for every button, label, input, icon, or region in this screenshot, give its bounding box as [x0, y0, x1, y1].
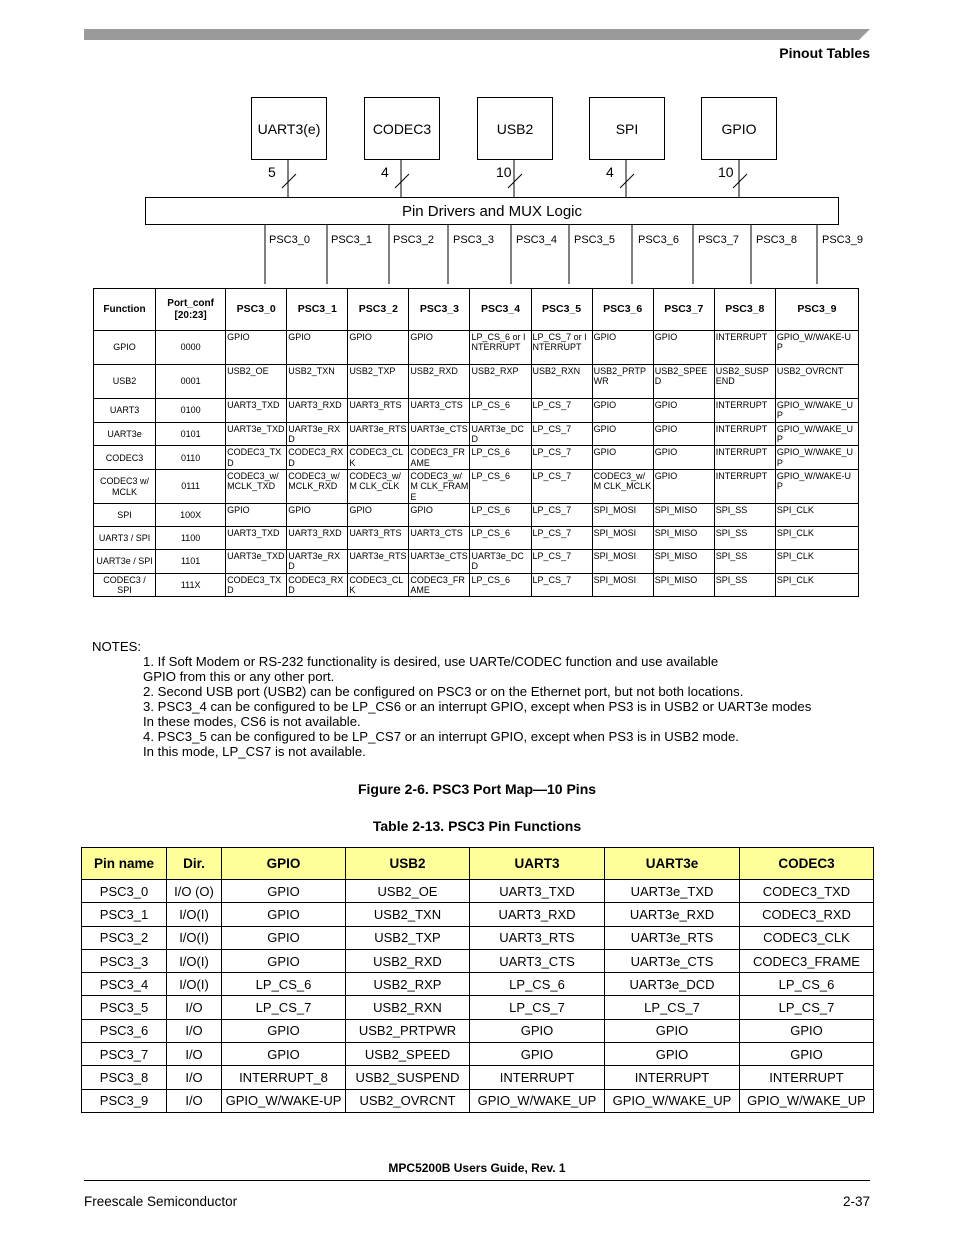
pin-table-cell: CODEC3_TXD — [740, 880, 874, 903]
port-map-cell: CODEC3 w/ MCLK — [94, 470, 156, 504]
port-map-cell: GPIO_W/WAKE-UP — [775, 470, 858, 504]
port-map-cell: CODEC3_RXD — [287, 573, 348, 597]
port-map-cell: CODEC3_TXD — [226, 573, 287, 597]
port-map-cell: CODEC3 / SPI — [94, 573, 156, 597]
footer-divider — [84, 1180, 870, 1181]
pin-table-cell: PSC3_6 — [82, 1019, 167, 1042]
pin-table-header-cell: USB2 — [346, 848, 470, 880]
pin-label: PSC3_0 — [269, 234, 310, 246]
pin-table-cell: CODEC3_CLK — [740, 926, 874, 949]
port-map-header-cell: PSC3_2 — [348, 289, 409, 331]
port-map-cell: UART3e_RTS — [348, 550, 409, 574]
port-map-cell: GPIO — [226, 331, 287, 365]
port-map-cell: GPIO — [226, 504, 287, 527]
port-map-cell: USB2_TXN — [287, 365, 348, 399]
pin-table-row — [82, 1089, 874, 1112]
port-map-cell: LP_CS_7 — [531, 399, 592, 423]
pin-functions-table — [81, 847, 874, 1113]
pin-table-cell: UART3e_DCD — [605, 973, 740, 996]
port-map-cell: 0111 — [156, 470, 226, 504]
pin-table-cell: GPIO — [740, 1019, 874, 1042]
port-map-header-cell: PSC3_9 — [775, 289, 858, 331]
pin-label: PSC3_8 — [756, 234, 797, 246]
port-map-cell: UART3_TXD — [226, 399, 287, 423]
pin-label: PSC3_2 — [393, 234, 434, 246]
port-map-cell: UART3_CTS — [409, 399, 470, 423]
block-usb2: USB2 — [477, 97, 553, 160]
pin-table-cell: I/O — [167, 996, 222, 1019]
port-map-cell: 1101 — [156, 550, 226, 574]
pin-table-cell: CODEC3_RXD — [740, 903, 874, 926]
pin-table-cell: GPIO — [740, 1043, 874, 1066]
port-map-cell: SPI — [94, 504, 156, 527]
port-map-cell: LP_CS_7 — [531, 504, 592, 527]
port-map-cell: 111X — [156, 573, 226, 597]
port-map-row — [94, 331, 859, 365]
pin-table-cell: UART3_RTS — [470, 926, 605, 949]
pin-label: PSC3_3 — [453, 234, 494, 246]
port-map-cell: SPI_MOSI — [592, 573, 653, 597]
pin-table-cell: USB2_OVRCNT — [346, 1089, 470, 1112]
port-map-cell: UART3e_RXD — [287, 550, 348, 574]
port-map-cell: GPIO — [348, 504, 409, 527]
pin-table-row — [82, 949, 874, 972]
pin-table-cell: INTERRUPT — [605, 1066, 740, 1089]
port-map-cell: GPIO — [409, 504, 470, 527]
port-map-cell: SPI_MISO — [653, 573, 714, 597]
pin-table-header-cell: UART3 — [470, 848, 605, 880]
port-map-header-cell: Port_conf [20:23] — [156, 289, 226, 331]
port-map-cell: UART3_TXD — [226, 527, 287, 550]
pin-label: PSC3_9 — [822, 234, 863, 246]
port-map-cell: GPIO — [592, 422, 653, 446]
pin-table-cell: UART3e_TXD — [605, 880, 740, 903]
port-map-cell: USB2_OVRCNT — [775, 365, 858, 399]
figure-notes — [92, 639, 811, 759]
pin-table-cell: PSC3_2 — [82, 926, 167, 949]
port-map-cell: 0101 — [156, 422, 226, 446]
port-map-cell: UART3_RXD — [287, 399, 348, 423]
port-map-cell: CODEC3_FRAME — [409, 573, 470, 597]
port-map-cell: USB2_RXN — [531, 365, 592, 399]
port-map-header-cell: PSC3_8 — [714, 289, 775, 331]
port-map-row — [94, 399, 859, 423]
footer-page-number: 2-37 — [842, 1194, 870, 1209]
pin-table-header-cell: UART3e — [605, 848, 740, 880]
port-map-cell: LP_CS_6 — [470, 527, 531, 550]
pin-table-cell: GPIO — [222, 1043, 346, 1066]
pin-table-row — [82, 1066, 874, 1089]
port-map-row — [94, 365, 859, 399]
port-map-cell: GPIO — [592, 446, 653, 470]
port-map-cell: GPIO — [653, 399, 714, 423]
pin-table-cell: GPIO — [222, 880, 346, 903]
port-map-cell: UART3e / SPI — [94, 550, 156, 574]
pin-table-cell: I/O — [167, 1043, 222, 1066]
port-map-cell: LP_CS_6 — [470, 470, 531, 504]
port-map-cell: GPIO — [653, 470, 714, 504]
pin-table-cell: USB2_SPEED — [346, 1043, 470, 1066]
port-map-cell: CODEC3_w/M CLK_FRAME — [410, 471, 469, 502]
pin-table-cell: PSC3_0 — [82, 880, 167, 903]
pin-table-cell: UART3e_RXD — [605, 903, 740, 926]
port-map-cell: 0110 — [156, 446, 226, 470]
port-map-cell: UART3e_TXD — [226, 422, 287, 446]
port-map-cell: GPIO_W/WAKE-UP — [775, 331, 858, 365]
port-map-cell: CODEC3_w/M CLK_CLK — [348, 470, 409, 504]
port-map-cell: 0001 — [156, 365, 226, 399]
pin-table-cell: GPIO — [222, 926, 346, 949]
pin-table-cell: I/O (O) — [167, 880, 222, 903]
pin-table-row — [82, 996, 874, 1019]
port-map-cell: CODEC3 — [94, 446, 156, 470]
pin-table-row — [82, 880, 874, 903]
port-map-header-cell: PSC3_4 — [470, 289, 531, 331]
pin-table-row — [82, 926, 874, 949]
port-map-cell: LP_CS_6 — [470, 399, 531, 423]
port-map-cell: UART3e_CTS — [409, 550, 470, 574]
note-line: In this mode, LP_CS7 is not available. — [143, 744, 366, 759]
pin-table-cell: LP_CS_7 — [740, 996, 874, 1019]
port-map-cell: SPI_SS — [714, 504, 775, 527]
port-map-cell: GPIO — [348, 331, 409, 365]
port-map-cell: GPIO — [653, 446, 714, 470]
pin-table-cell: PSC3_3 — [82, 949, 167, 972]
port-map-header-cell: PSC3_6 — [592, 289, 653, 331]
note-line: GPIO from this or any other port. — [143, 669, 335, 684]
port-map-cell: GPIO — [409, 331, 470, 365]
port-map-cell: UART3e_TXD — [226, 550, 287, 574]
port-map-cell: INTERRUPT — [714, 422, 775, 446]
pin-table-header-cell: Dir. — [167, 848, 222, 880]
pin-table-cell: UART3_RXD — [470, 903, 605, 926]
pin-table-cell: USB2_PRTPWR — [346, 1019, 470, 1042]
pin-table-cell: LP_CS_6 — [470, 973, 605, 996]
port-map-row — [94, 573, 859, 597]
port-map-cell: SPI_MISO — [653, 527, 714, 550]
port-map-cell: LP_CS_7 — [531, 573, 592, 597]
pin-table-cell: GPIO_W/WAKE_UP — [605, 1089, 740, 1112]
port-map-cell: GPIO_W/WAKE_UP — [775, 422, 858, 446]
port-map-cell: UART3 — [94, 399, 156, 423]
pin-table-cell: UART3_TXD — [470, 880, 605, 903]
port-map-cell: CODEC3_TXD — [226, 446, 287, 470]
pin-table-cell: I/O — [167, 1019, 222, 1042]
pin-table-cell: GPIO — [470, 1043, 605, 1066]
pin-table-cell: USB2_OE — [346, 880, 470, 903]
pin-table-cell: LP_CS_7 — [222, 996, 346, 1019]
port-map-cell: CODEC3_RXD — [287, 446, 348, 470]
footer-company: Freescale Semiconductor — [84, 1194, 238, 1209]
pin-table-cell: LP_CS_7 — [605, 996, 740, 1019]
pin-table-cell: LP_CS_7 — [470, 996, 605, 1019]
pin-table-row — [82, 973, 874, 996]
port-map-cell: CODEC3_w/M CLK_MCLK — [592, 470, 653, 504]
port-map-cell: CODEC3_FRAME — [409, 446, 470, 470]
pin-table-cell: PSC3_4 — [82, 973, 167, 996]
port-map-cell: INTERRUPT — [714, 331, 775, 365]
port-map-cell: USB2_RXD — [409, 365, 470, 399]
port-map-cell: SPI_MOSI — [592, 550, 653, 574]
pin-table-cell: GPIO — [605, 1043, 740, 1066]
pin-table-cell: GPIO_W/WAKE-UP — [222, 1089, 346, 1112]
port-map-cell: SPI_MOSI — [592, 527, 653, 550]
port-map-cell: 0100 — [156, 399, 226, 423]
port-map-row — [94, 446, 859, 470]
port-map-cell: UART3e_RTS — [348, 422, 409, 446]
pin-table-cell: GPIO_W/WAKE_UP — [470, 1089, 605, 1112]
port-map-cell: CODEC3_w/ MCLK_RXD — [287, 470, 348, 504]
port-map-row — [94, 470, 859, 504]
table-caption: Table 2-13. PSC3 Pin Functions — [372, 818, 582, 834]
block-codec3: CODEC3 — [364, 97, 440, 160]
footer-doc-title: MPC5200B Users Guide, Rev. 1 — [388, 1161, 566, 1175]
port-map-cell: UART3e_DCD — [470, 550, 531, 574]
port-map-cell: USB2_SPEED — [653, 365, 714, 399]
port-map-cell: SPI_MISO — [653, 550, 714, 574]
port-map-cell: GPIO — [653, 331, 714, 365]
port-map-cell: INTERRUPT — [714, 470, 775, 504]
pin-table-cell: INTERRUPT — [740, 1066, 874, 1089]
port-map-row — [94, 504, 859, 527]
pin-table-cell: GPIO — [470, 1019, 605, 1042]
port-map-cell: LP_CS_6 — [470, 446, 531, 470]
port-map-cell: GPIO_W/WAKE_UP — [775, 446, 858, 470]
port-map-cell: CODEC3_CLK — [348, 573, 409, 597]
port-map-cell: SPI_MOSI — [592, 504, 653, 527]
port-map-header-cell: PSC3_0 — [226, 289, 287, 331]
port-map-table — [93, 288, 859, 597]
pin-table-header-row — [82, 848, 874, 880]
port-map-cell: UART3e — [94, 422, 156, 446]
pin-table-cell: LP_CS_6 — [222, 973, 346, 996]
port-map-cell: LP_CS_6 or INTERRUPT — [470, 331, 531, 365]
port-map-cell: UART3 / SPI — [94, 527, 156, 550]
port-map-cell: 1100 — [156, 527, 226, 550]
port-map-cell: UART3_RXD — [287, 527, 348, 550]
port-map-cell: CODEC3_w/ MCLK_TXD — [226, 470, 287, 504]
pin-table-cell: CODEC3_FRAME — [740, 949, 874, 972]
port-map-cell: INTERRUPT — [714, 399, 775, 423]
pin-table-cell: LP_CS_6 — [740, 973, 874, 996]
pin-label: PSC3_5 — [574, 234, 615, 246]
note-line: 2. Second USB port (USB2) can be configured on PSC3 or on the Ethernet port, but not both locations. — [143, 684, 744, 699]
pin-table-cell: PSC3_9 — [82, 1089, 167, 1112]
port-map-cell: LP_CS_7 or INTERRUPT — [531, 331, 592, 365]
pin-table-cell: GPIO — [222, 903, 346, 926]
note-line: 3. PSC3_4 can be configured to be LP_CS6 or an interrupt GPIO, except when PS3 is in USB2 or UART3e modes — [143, 699, 812, 714]
pin-table-cell: INTERRUPT — [470, 1066, 605, 1089]
port-map-cell: SPI_CLK — [775, 527, 858, 550]
pin-label: PSC3_7 — [698, 234, 739, 246]
pin-table-cell: I/O — [167, 1066, 222, 1089]
port-map-cell: GPIO — [592, 399, 653, 423]
port-map-cell: 0000 — [156, 331, 226, 365]
port-map-cell: 100X — [156, 504, 226, 527]
port-map-cell: USB2_RXP — [470, 365, 531, 399]
port-map-cell: UART3e_DCD — [470, 422, 531, 446]
port-map-cell: LP_CS_7 — [531, 527, 592, 550]
pin-table-cell: GPIO — [222, 1019, 346, 1042]
port-map-cell: USB2 — [94, 365, 156, 399]
note-line: In these modes, CS6 is not available. — [143, 714, 361, 729]
port-map-cell: UART3_RTS — [348, 399, 409, 423]
pin-table-cell: I/O(I) — [167, 903, 222, 926]
bus-width-codec3: 4 — [381, 164, 389, 180]
port-map-cell: GPIO — [94, 331, 156, 365]
block-spi: SPI — [589, 97, 665, 160]
port-map-cell: USB2_OE — [226, 365, 287, 399]
port-map-cell: UART3e_RXD — [287, 422, 348, 446]
port-map-cell: USB2_TXP — [348, 365, 409, 399]
port-map-cell: GPIO — [287, 331, 348, 365]
port-map-cell: LP_CS_7 — [531, 470, 592, 504]
port-map-cell: USB2_PRTPWR — [592, 365, 653, 399]
section-title: Pinout Tables — [779, 45, 870, 61]
port-map-header-cell: PSC3_5 — [531, 289, 592, 331]
port-map-cell: GPIO — [653, 422, 714, 446]
note-line: 4. PSC3_5 can be configured to be LP_CS7 or an interrupt GPIO, except when PS3 is in USB2 mode. — [143, 729, 739, 744]
bus-width-usb2: 10 — [496, 164, 512, 180]
pin-table-cell: GPIO_W/WAKE_UP — [740, 1089, 874, 1112]
port-map-header-row — [94, 289, 859, 331]
pin-table-cell: PSC3_7 — [82, 1043, 167, 1066]
port-map-cell: SPI_SS — [714, 573, 775, 597]
port-map-header-cell: PSC3_3 — [409, 289, 470, 331]
port-map-cell: CODEC3_CLK — [348, 446, 409, 470]
pin-label: PSC3_6 — [638, 234, 679, 246]
mux-logic-block: Pin Drivers and MUX Logic — [145, 197, 839, 225]
pin-table-cell: USB2_TXN — [346, 903, 470, 926]
pin-table-cell: GPIO — [605, 1019, 740, 1042]
pin-table-cell: USB2_RXD — [346, 949, 470, 972]
pin-table-cell: USB2_TXP — [346, 926, 470, 949]
pin-table-cell: I/O — [167, 1089, 222, 1112]
pin-label: PSC3_4 — [516, 234, 557, 246]
note-line: 1. If Soft Modem or RS-232 functionality is desired, use UARTe/CODEC function and use available — [143, 654, 719, 669]
port-map-cell: USB2_SUSPEND — [714, 365, 775, 399]
pin-table-cell: UART3e_CTS — [605, 949, 740, 972]
port-map-cell: SPI_SS — [714, 527, 775, 550]
port-map-cell: SPI_CLK — [775, 504, 858, 527]
block-uart3e: UART3(e) — [251, 97, 327, 160]
port-map-cell: SPI_MISO — [653, 504, 714, 527]
port-map-header-cell: PSC3_1 — [287, 289, 348, 331]
port-map-row — [94, 527, 859, 550]
bus-width-spi: 4 — [606, 164, 614, 180]
pin-table-cell: I/O(I) — [167, 973, 222, 996]
port-map-cell: LP_CS_6 — [470, 573, 531, 597]
pin-table-cell: PSC3_8 — [82, 1066, 167, 1089]
port-map-cell: LP_CS_6 — [470, 504, 531, 527]
bus-width-gpio: 10 — [718, 164, 734, 180]
port-map-cell: LP_CS_7 — [531, 422, 592, 446]
pin-table-header-cell: GPIO — [222, 848, 346, 880]
port-map-cell: GPIO_W/WAKE_UP — [775, 399, 858, 423]
port-map-cell: GPIO — [592, 331, 653, 365]
pin-table-cell: USB2_RXP — [346, 973, 470, 996]
port-map-cell: UART3_RTS — [348, 527, 409, 550]
figure-caption: Figure 2-6. PSC3 Port Map—10 Pins — [357, 781, 597, 797]
port-map-cell: SPI_CLK — [775, 550, 858, 574]
pin-label: PSC3_1 — [331, 234, 372, 246]
pin-table-row — [82, 1019, 874, 1042]
port-map-header-cell: Function — [94, 289, 156, 331]
pin-table-cell: GPIO — [222, 949, 346, 972]
port-map-cell: SPI_CLK — [775, 573, 858, 597]
pin-table-cell: UART3_CTS — [470, 949, 605, 972]
pin-table-cell: PSC3_1 — [82, 903, 167, 926]
port-map-row — [94, 550, 859, 574]
pin-table-header-cell: Pin name — [82, 848, 167, 880]
port-map-cell: GPIO — [287, 504, 348, 527]
pin-table-cell: USB2_SUSPEND — [346, 1066, 470, 1089]
port-map-cell: LP_CS_7 — [531, 550, 592, 574]
pin-table-row — [82, 903, 874, 926]
pin-table-row — [82, 1043, 874, 1066]
bus-width-uart3e: 5 — [268, 164, 276, 180]
port-map-cell: SPI_SS — [714, 550, 775, 574]
port-map-cell: UART3e_CTS — [409, 422, 470, 446]
pin-table-cell: INTERRUPT_8 — [222, 1066, 346, 1089]
port-map-cell: INTERRUPT — [714, 446, 775, 470]
block-gpio: GPIO — [701, 97, 777, 160]
pin-table-cell: I/O(I) — [167, 926, 222, 949]
pin-table-cell: I/O(I) — [167, 949, 222, 972]
pin-table-cell: UART3e_RTS — [605, 926, 740, 949]
port-map-cell: LP_CS_7 — [531, 446, 592, 470]
notes-heading: NOTES: — [92, 639, 142, 654]
pin-table-cell: PSC3_5 — [82, 996, 167, 1019]
pin-table-cell: USB2_RXN — [346, 996, 470, 1019]
port-map-cell: UART3_CTS — [409, 527, 470, 550]
pin-table-header-cell: CODEC3 — [740, 848, 874, 880]
port-map-header-cell: PSC3_7 — [653, 289, 714, 331]
port-map-row — [94, 422, 859, 446]
